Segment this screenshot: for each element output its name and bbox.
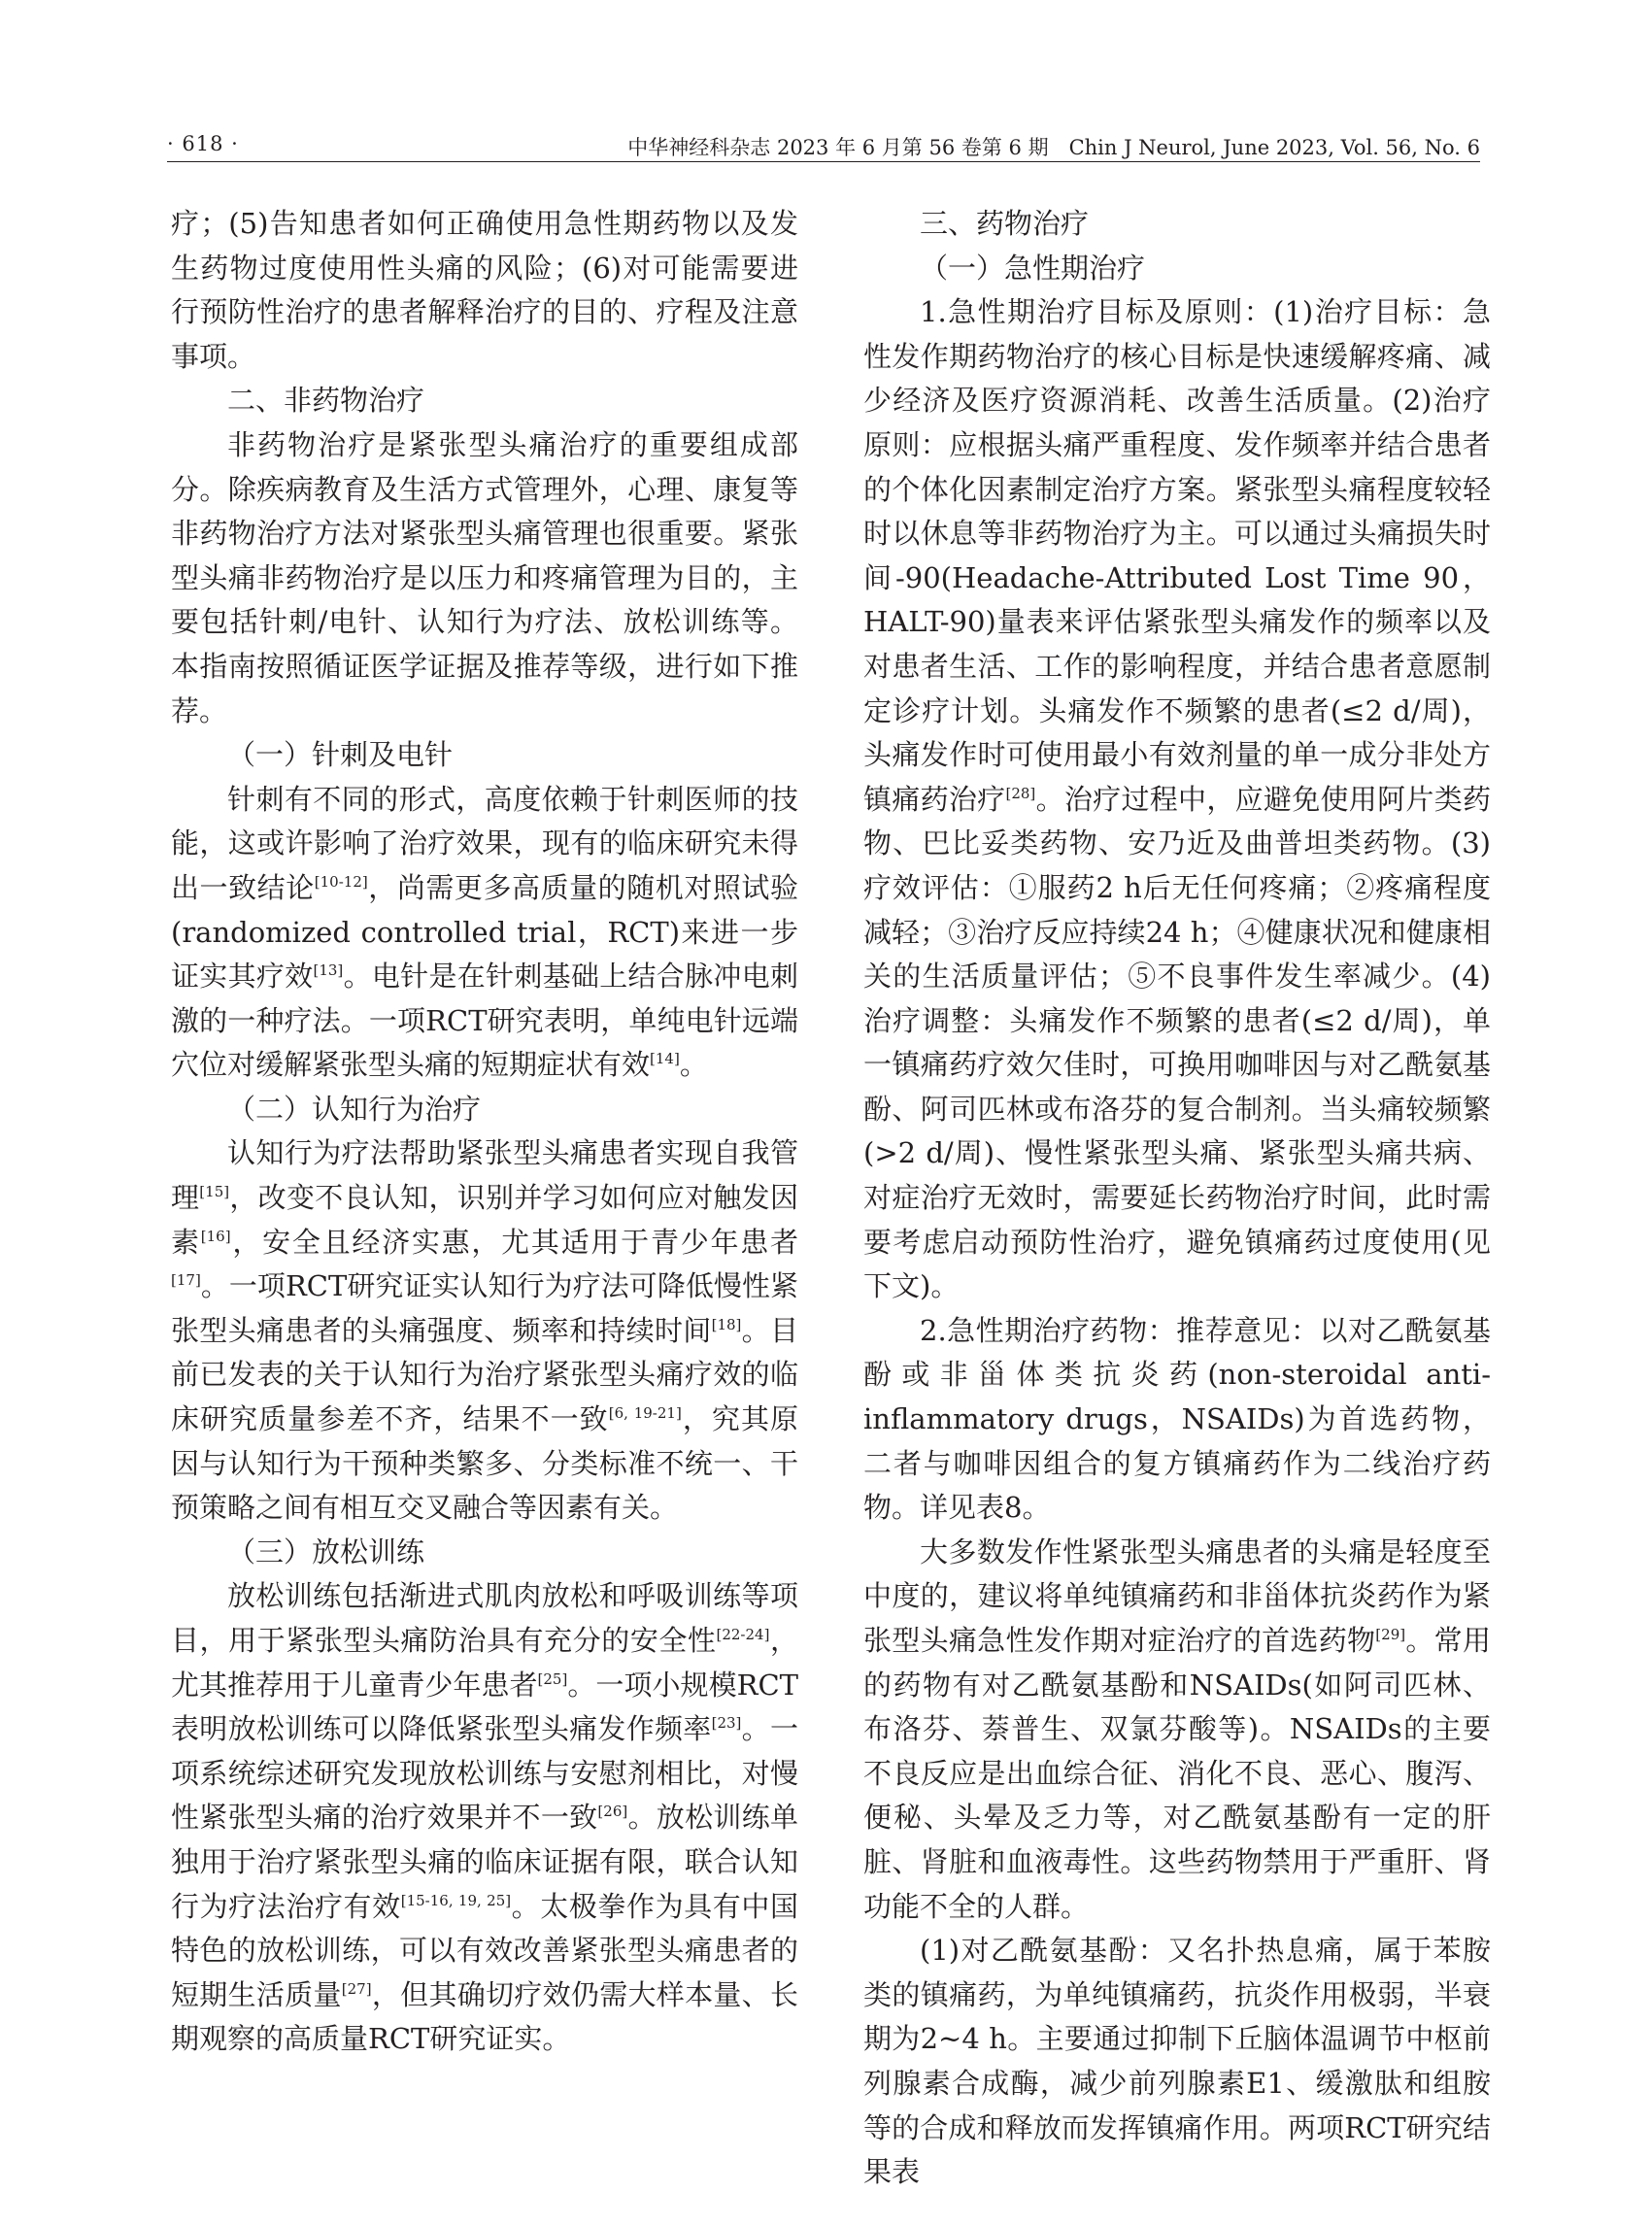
citation: [15-16, 19, 25] (400, 1891, 512, 1909)
citation: [18] (711, 1315, 742, 1333)
citation: [23] (711, 1714, 742, 1733)
citation: [25] (537, 1669, 568, 1688)
subsection-heading-acute: （一）急性期治疗 (920, 251, 1146, 285)
subsection-heading-acupuncture: （一）针刺及电针 (227, 738, 454, 772)
citation: [15] (199, 1183, 230, 1201)
citation: [22-24] (716, 1626, 770, 1643)
citation: [29] (1375, 1626, 1406, 1643)
paragraph: 2.急性期治疗药物：推荐意见：以对乙酰氨基酚或非甾体类抗炎药(non-steroidal anti-inflammatory drugs，NSAIDs)为首选药物，二者与咖啡因组合的复方镇痛药作为二线治疗药物。详见表8。 (863, 1313, 1491, 1525)
citation: [16] (200, 1227, 231, 1245)
page-number: · 618 · (167, 132, 239, 155)
paragraph: (1)对乙酰氨基酚：又名扑热息痛，属于苯胺类的镇痛药，为单纯镇痛药，抗炎作用极弱，半衰期为2~4 h。主要通过抑制下丘脑体温调节中枢前列腺素合成酶，减少前列腺素E1、缓激肽和组胺等的合成和释放而发挥镇痛作用。两项RCT研究结果表 (863, 1934, 1491, 2189)
citation: [6, 19-21] (608, 1404, 682, 1423)
subsection-heading-relaxation: （三）放松训练 (227, 1534, 425, 1568)
citation: [17] (171, 1271, 201, 1290)
citation: [10-12] (314, 872, 368, 891)
paragraph: 放松训练包括渐进式肌肉放松和呼吸训练等项目，用于紧张型头痛防治具有充分的安全性[22-24]，尤其推荐用于儿童青少年患者[25]。一项小规模RCT表明放松训练可以降低紧张型头痛发作频率[23]。一项系统综述研究发现放松训练与安慰剂相比，对慢性紧张型头痛的治疗效果并不一致[26]。放松训练单独用于治疗紧张型头痛的临床证据有限，联合认知行为疗法治疗有效[15-16, 19, 25]。太极拳作为具有中国特色的放松训练，可以有效改善紧张型头痛患者的短期生活质量[27]，但其确切疗效仍需大样本量、长期观察的高质量RCT研究证实。 (171, 1579, 798, 2056)
paragraph: 针刺有不同的形式，高度依赖于针刺医师的技能，这或许影响了治疗效果，现有的临床研究未得出一致结论[10-12]，尚需更多高质量的随机对照试验(randomized controlled trial，RCT)来进一步证实其疗效[13]。电针是在针刺基础上结合脉冲电刺激的一种疗法。一项RCT研究表明，单纯电针远端穴位对缓解紧张型头痛的短期症状有效[14]。 (171, 782, 798, 1082)
subsection-heading-cbt: （二）认知行为治疗 (227, 1092, 482, 1126)
left-column (171, 202, 798, 2062)
paragraph: 认知行为疗法帮助紧张型头痛患者实现自我管理[15]，改变不良认知，识别并学习如何应对触发因素[16]，安全且经济实惠，尤其适用于青少年患者[17]。一项RCT研究证实认知行为疗法可降低慢性紧张型头痛患者的头痛强度、频率和持续时间[18]。目前已发表的关于认知行为治疗紧张型头痛疗效的临床研究质量参差不齐，结果不一致[6, 19-21]，究其原因与认知行为干预种类繁多、分类标准不统一、干预策略之间有相互交叉融合等因素有关。 (171, 1136, 798, 1525)
section-heading-drug: 三、药物治疗 (920, 207, 1090, 240)
paragraph: 大多数发作性紧张型头痛患者的头痛是轻度至中度的，建议将单纯镇痛药和非甾体抗炎药作为紧张型头痛急性发作期对症治疗的首选药物[29]。常用的药物有对乙酰氨基酚和NSAIDs(如阿司匹林、布洛芬、萘普生、双氯芬酸等)。NSAIDs的主要不良反应是出血综合征、消化不良、恶心、腹泻、便秘、头晕及乏力等，对乙酰氨基酚有一定的肝脏、肾脏和血液毒性。这些药物禁用于严重肝、肾功能不全的人群。 (863, 1534, 1491, 1923)
running-header (167, 126, 1480, 162)
citation: [14] (650, 1050, 680, 1068)
citation: [26] (597, 1803, 628, 1821)
section-heading-nondrug: 二、非药物治疗 (227, 384, 425, 418)
paragraph: 非药物治疗是紧张型头痛治疗的重要组成部分。除疾病教育及生活方式管理外，心理、康复等非药物治疗方法对紧张型头痛管理也很重要。紧张型头痛非药物治疗是以压力和疼痛管理为目的，主要包括针刺/电针、认知行为疗法、放松训练等。本指南按照循证医学证据及推荐等级，进行如下推荐。 (171, 427, 798, 727)
citation: [13] (313, 961, 344, 980)
paragraph: 疗；(5)告知患者如何正确使用急性期药物以及发生药物过度使用性头痛的风险；(6)对可能需要进行预防性治疗的患者解释治疗的目的、疗程及注意事项。 (171, 207, 798, 373)
right-column (863, 202, 1491, 2195)
paragraph: 1.急性期治疗目标及原则：(1)治疗目标：急性发作期药物治疗的核心目标是快速缓解疼痛、减少经济及医疗资源消耗、改善生活质量。(2)治疗原则：应根据头痛严重程度、发作频率并结合患者的个体化因素制定治疗方案。紧张型头痛程度较轻时以休息等非药物治疗为主。可以通过头痛损失时间-90(Headache-Attributed Lost Time 90，HALT-90)量表来评估紧张型头痛发作的频率以及对患者生活、工作的影响程度，并结合患者意愿制定诊疗计划。头痛发作不频繁的患者(≤2 d/周)，头痛发作时可使用最小有效剂量的单一成分非处方镇痛药治疗[28]。治疗过程中，应避免使用阿片类药物、巴比妥类药物、安乃近及曲普坦类药物。(3)疗效评估：①服药2 h后无任何疼痛；②疼痛程度减轻；③治疗反应持续24 h；④健康状况和健康相关的生活质量评估；⑤不良事件发生率减少。(4)治疗调整：头痛发作不频繁的患者(≤2 d/周)，单一镇痛药疗效欠佳时，可换用咖啡因与对乙酰氨基酚、阿司匹林或布洛芬的复合制剂。当头痛较频繁(>2 d/周)、慢性紧张型头痛、紧张型头痛共病、对症治疗无效时，需要延长药物治疗时间，此时需要考虑启动预防性治疗，避免镇痛药过度使用(见下文)。 (863, 295, 1491, 1303)
citation: [28] (1005, 784, 1036, 802)
citation: [27] (341, 1979, 372, 1998)
journal-citation: 中华神经科杂志 2023 年 6 月第 56 卷第 6 期 Chin J Neurol, June 2023, Vol. 56, No. 6 (627, 136, 1480, 159)
